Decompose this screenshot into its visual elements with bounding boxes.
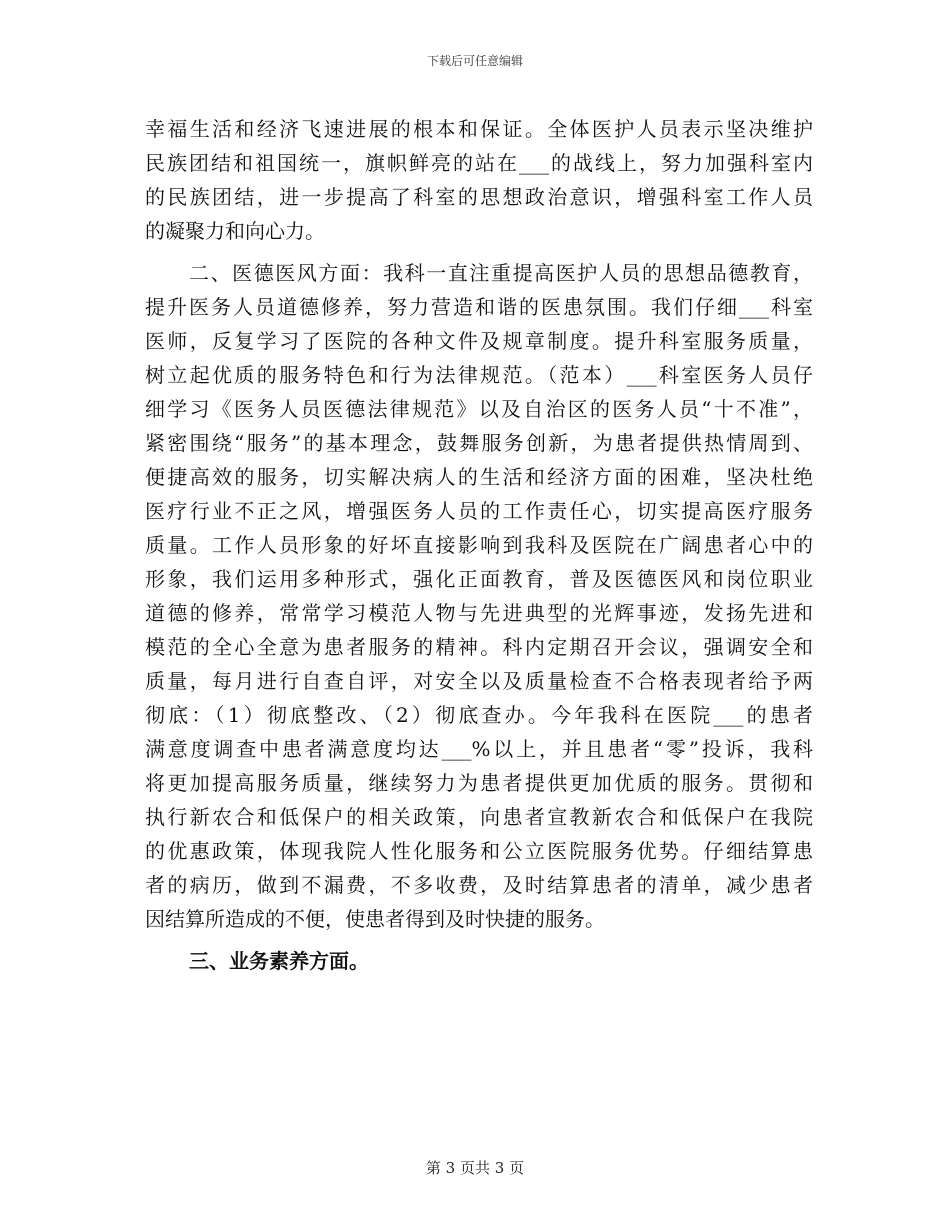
text-line: 的民族团结，进一步提高了科室的思想政治意识，增强科室工作人员 [145, 185, 813, 209]
paragraph [145, 256, 813, 936]
text-line: 医师，反复学习了医院的各种文件及规章制度。提升科室服务质量， [145, 329, 813, 353]
text-line: 者的病历，做到不漏费，不多收费，及时结算患者的清单，减少患者 [145, 873, 813, 897]
heading-text: 三、业务素养方面。 [189, 949, 369, 973]
document-body [145, 112, 813, 978]
text-line: 民族团结和祖国统一，旗帜鲜亮的站在___的战线上，努力加强科室内 [145, 151, 813, 175]
text-line: 将更加提高服务质量，继续努力为患者提供更加优质的服务。贯彻和 [145, 771, 813, 795]
text-line: 道德的修养，常常学习模范人物与先进典型的光辉事迹，发扬先进和 [145, 601, 813, 625]
text-line: 提升医务人员道德修养，努力营造和谐的医患氛围。我们仔细___科室 [145, 295, 813, 319]
page-number: 第 3 页共 3 页 [425, 1159, 525, 1177]
text-line: 彻底：（1）彻底整改、（2）彻底查办。今年我科在医院___的患者 [145, 703, 813, 727]
text-line: 医疗行业不正之风，增强医务人员的工作责任心，切实提高医疗服务 [145, 499, 813, 523]
text-line: 满意度调查中患者满意度均达___%以上，并且患者“零”投诉，我科 [145, 737, 813, 761]
text-line: 质量，每月进行自查自评，对安全以及质量检查不合格表现者给予两 [145, 669, 813, 693]
text-line: 的优惠政策，体现我院人性化服务和公立医院服务优势。仔细结算患 [145, 839, 813, 863]
text-line: 细学习《医务人员医德法律规范》以及自治区的医务人员“十不准”， [145, 397, 813, 421]
text-line: 幸福生活和经济飞速进展的根本和保证。全体医护人员表示坚决维护 [145, 117, 813, 141]
page-header: 下载后可任意编辑 [426, 54, 523, 68]
text-line: 因结算所造成的不便，使患者得到及时快捷的服务。 [145, 907, 605, 931]
text-line: 质量。工作人员形象的好坏直接影响到我科及医院在广阔患者心中的 [145, 533, 813, 557]
section-heading [145, 944, 813, 978]
text-line: 树立起优质的服务特色和行为法律规范。（范本）___科室医务人员仔 [145, 363, 813, 387]
text-line: 便捷高效的服务，切实解决病人的生活和经济方面的困难，坚决杜绝 [145, 465, 813, 489]
text-line: 形象，我们运用多种形式，强化正面教育，普及医德医风和岗位职业 [145, 567, 813, 591]
text-line: 模范的全心全意为患者服务的精神。科内定期召开会议，强调安全和 [145, 635, 813, 659]
paragraph [145, 112, 813, 248]
text-line: 执行新农合和低保户的相关政策，向患者宣教新农合和低保户在我院 [145, 805, 813, 829]
text-line: 的凝聚力和向心力。 [145, 219, 325, 243]
text-line: 紧密围绕“服务”的基本理念，鼓舞服务创新，为患者提供热情周到、 [145, 431, 813, 455]
text-line: 二、医德医风方面：我科一直注重提高医护人员的思想品德教育， [189, 261, 813, 285]
